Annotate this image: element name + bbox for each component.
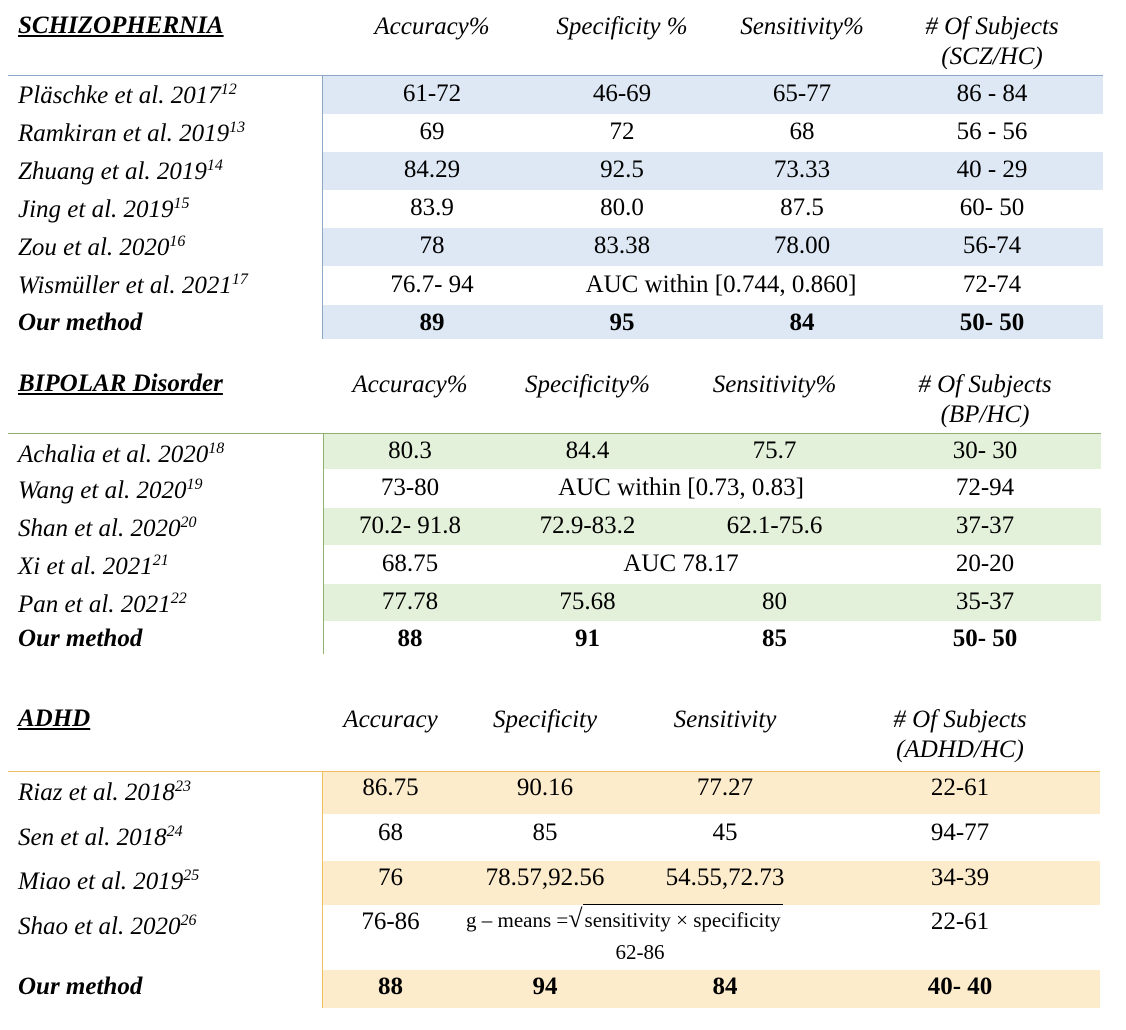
header-rule <box>8 433 1101 434</box>
section-title: BIPOLAR Disorder <box>18 370 223 397</box>
accuracy-cell: 70.2- 91.8 <box>358 512 462 539</box>
citation: Pläschke et al. 2017$^{12}$ <box>18 81 237 109</box>
sensitivity-cell: 73.33 <box>773 156 831 183</box>
header-rule <box>8 75 1103 76</box>
accuracy-cell: 61-72 <box>402 80 462 107</box>
header-subjects: # Of Subjects (BP/HC) <box>918 371 1052 428</box>
subjects-cell: 72-74 <box>962 271 1022 298</box>
citation: Wismüller et al. 2021$^{17}$ <box>18 271 248 299</box>
subjects-cell: 94-77 <box>930 819 990 846</box>
accuracy-cell: 88 <box>397 625 423 652</box>
header-specificity: Specificity% <box>525 371 650 398</box>
subjects-cell: 86 - 84 <box>956 80 1028 107</box>
sensitivity-cell: 54.55,72.73 <box>665 864 785 891</box>
sensitivity-cell: 78.00 <box>773 232 831 259</box>
auc-merged-cell: AUC within [0.744, 0.860] <box>585 271 857 298</box>
subjects-cell: 22-61 <box>930 774 990 801</box>
citation: Riaz et al. 2018$^{23}$ <box>18 778 191 806</box>
citation: Xi et al. 2021$^{21}$ <box>18 552 169 580</box>
sensitivity-cell: 45 <box>712 819 738 846</box>
sensitivity-cell: 65-77 <box>772 80 832 107</box>
specificity-cell: 92.5 <box>600 156 644 183</box>
sensitivity-cell: 75.7 <box>752 437 797 464</box>
header-accuracy: Accuracy <box>343 706 438 733</box>
sensitivity-cell: 80 <box>762 588 787 615</box>
our-method-label: Our method <box>18 309 143 336</box>
subjects-cell: 30- 30 <box>952 437 1018 464</box>
citation: Wang et al. 2020$^{19}$ <box>18 476 203 504</box>
header-sensitivity: Sensitivity <box>673 706 777 733</box>
specificity-cell: 72.9-83.2 <box>539 512 636 539</box>
subjects-cell: 20-20 <box>955 550 1015 577</box>
specificity-cell: 46-69 <box>592 80 652 107</box>
sqrt-radical: √ <box>568 904 583 933</box>
subjects-cell: 40- 40 <box>927 973 993 1000</box>
sensitivity-cell: 77.27 <box>696 774 754 801</box>
accuracy-cell: 83.9 <box>410 194 454 221</box>
accuracy-cell: 69 <box>419 118 445 145</box>
citation: Shao et al. 2020$^{26}$ <box>18 912 197 940</box>
citation: Achalia et al. 2020$^{18}$ <box>18 440 225 468</box>
header-sensitivity: Sensitivity% <box>712 371 837 398</box>
section-title: ADHD <box>18 705 91 732</box>
sensitivity-cell: 85 <box>762 625 787 652</box>
column-rule <box>322 76 323 339</box>
sensitivity-cell: 84 <box>712 973 738 1000</box>
specificity-cell: 80.0 <box>600 194 644 221</box>
sensitivity-cell: 84 <box>789 309 815 336</box>
accuracy-cell: 73-80 <box>380 474 440 501</box>
g-means-value: 62-86 <box>615 940 665 964</box>
specificity-cell: 91 <box>575 625 600 652</box>
sensitivity-cell: 87.5 <box>780 194 824 221</box>
accuracy-cell: 77.78 <box>381 588 439 615</box>
header-accuracy: Accuracy% <box>374 13 490 40</box>
accuracy-cell: 68 <box>378 819 403 846</box>
specificity-cell: 84.4 <box>565 437 610 464</box>
citation: Zhuang et al. 2019$^{14}$ <box>18 157 223 185</box>
subjects-cell: 56 - 56 <box>956 118 1028 145</box>
header-sensitivity: Sensitivity% <box>740 13 864 40</box>
citation: Miao et al. 2019$^{25}$ <box>18 867 200 895</box>
citation: Shan et al. 2020$^{20}$ <box>18 514 197 542</box>
citation: Sen et al. 2018$^{24}$ <box>18 823 183 851</box>
subjects-cell: 37-37 <box>955 512 1015 539</box>
accuracy-cell: 80.3 <box>388 437 432 464</box>
auc-merged-cell: AUC within [0.73, 0.83] <box>558 474 804 501</box>
specificity-cell: 90.16 <box>516 774 574 801</box>
subjects-cell: 40 - 29 <box>956 156 1028 183</box>
accuracy-cell: 76.7- 94 <box>390 271 474 298</box>
header-specificity: Specificity % <box>556 13 688 40</box>
accuracy-cell: 89 <box>419 309 445 336</box>
sensitivity-cell: 68 <box>789 118 815 145</box>
subjects-cell: 50- 50 <box>959 309 1025 336</box>
subjects-cell: 56-74 <box>962 232 1022 259</box>
sqrt-radicand: sensitivity × specificity <box>583 904 783 935</box>
specificity-cell: 83.38 <box>593 232 651 259</box>
g-means-formula: g – means =√sensitivity × specificity <box>466 904 781 933</box>
specificity-cell: 78.57,92.56 <box>485 864 605 891</box>
header-subjects: # Of Subjects (SCZ/HC) <box>925 13 1059 70</box>
our-method-label: Our method <box>18 973 143 1000</box>
sensitivity-cell: 62.1-75.6 <box>726 512 823 539</box>
accuracy-cell: 84.29 <box>403 156 461 183</box>
column-rule <box>323 434 324 654</box>
header-subjects: # Of Subjects (ADHD/HC) <box>893 706 1027 763</box>
citation: Ramkiran et al. 2019$^{13}$ <box>18 119 246 147</box>
accuracy-cell: 76-86 <box>361 908 420 935</box>
subjects-cell: 60- 50 <box>959 194 1025 221</box>
specificity-cell: 75.68 <box>559 588 616 615</box>
accuracy-cell: 88 <box>378 973 403 1000</box>
specificity-cell: 85 <box>532 819 558 846</box>
specificity-cell: 95 <box>609 309 635 336</box>
auc-merged-cell: AUC 78.17 <box>623 550 739 577</box>
citation: Pan et al. 2021$^{22}$ <box>18 590 187 618</box>
specificity-cell: 72 <box>609 118 635 145</box>
section-title: SCHIZOPHERNIA <box>18 12 224 39</box>
accuracy-cell: 68.75 <box>381 550 439 577</box>
our-method-label: Our method <box>18 625 143 652</box>
header-rule <box>8 771 1100 772</box>
specificity-cell: 94 <box>532 973 558 1000</box>
accuracy-cell: 76 <box>378 864 403 891</box>
accuracy-cell: 78 <box>419 232 445 259</box>
citation: Jing et al. 2019$^{15}$ <box>18 195 190 223</box>
citation: Zou et al. 2020$^{16}$ <box>18 233 186 261</box>
accuracy-cell: 86.75 <box>362 774 419 801</box>
subjects-cell: 22-61 <box>930 908 990 935</box>
subjects-cell: 34-39 <box>930 864 990 891</box>
header-accuracy: Accuracy% <box>352 371 468 398</box>
subjects-cell: 72-94 <box>955 474 1015 501</box>
header-specificity: Specificity <box>492 706 598 733</box>
subjects-cell: 50- 50 <box>952 625 1018 652</box>
subjects-cell: 35-37 <box>955 588 1015 615</box>
